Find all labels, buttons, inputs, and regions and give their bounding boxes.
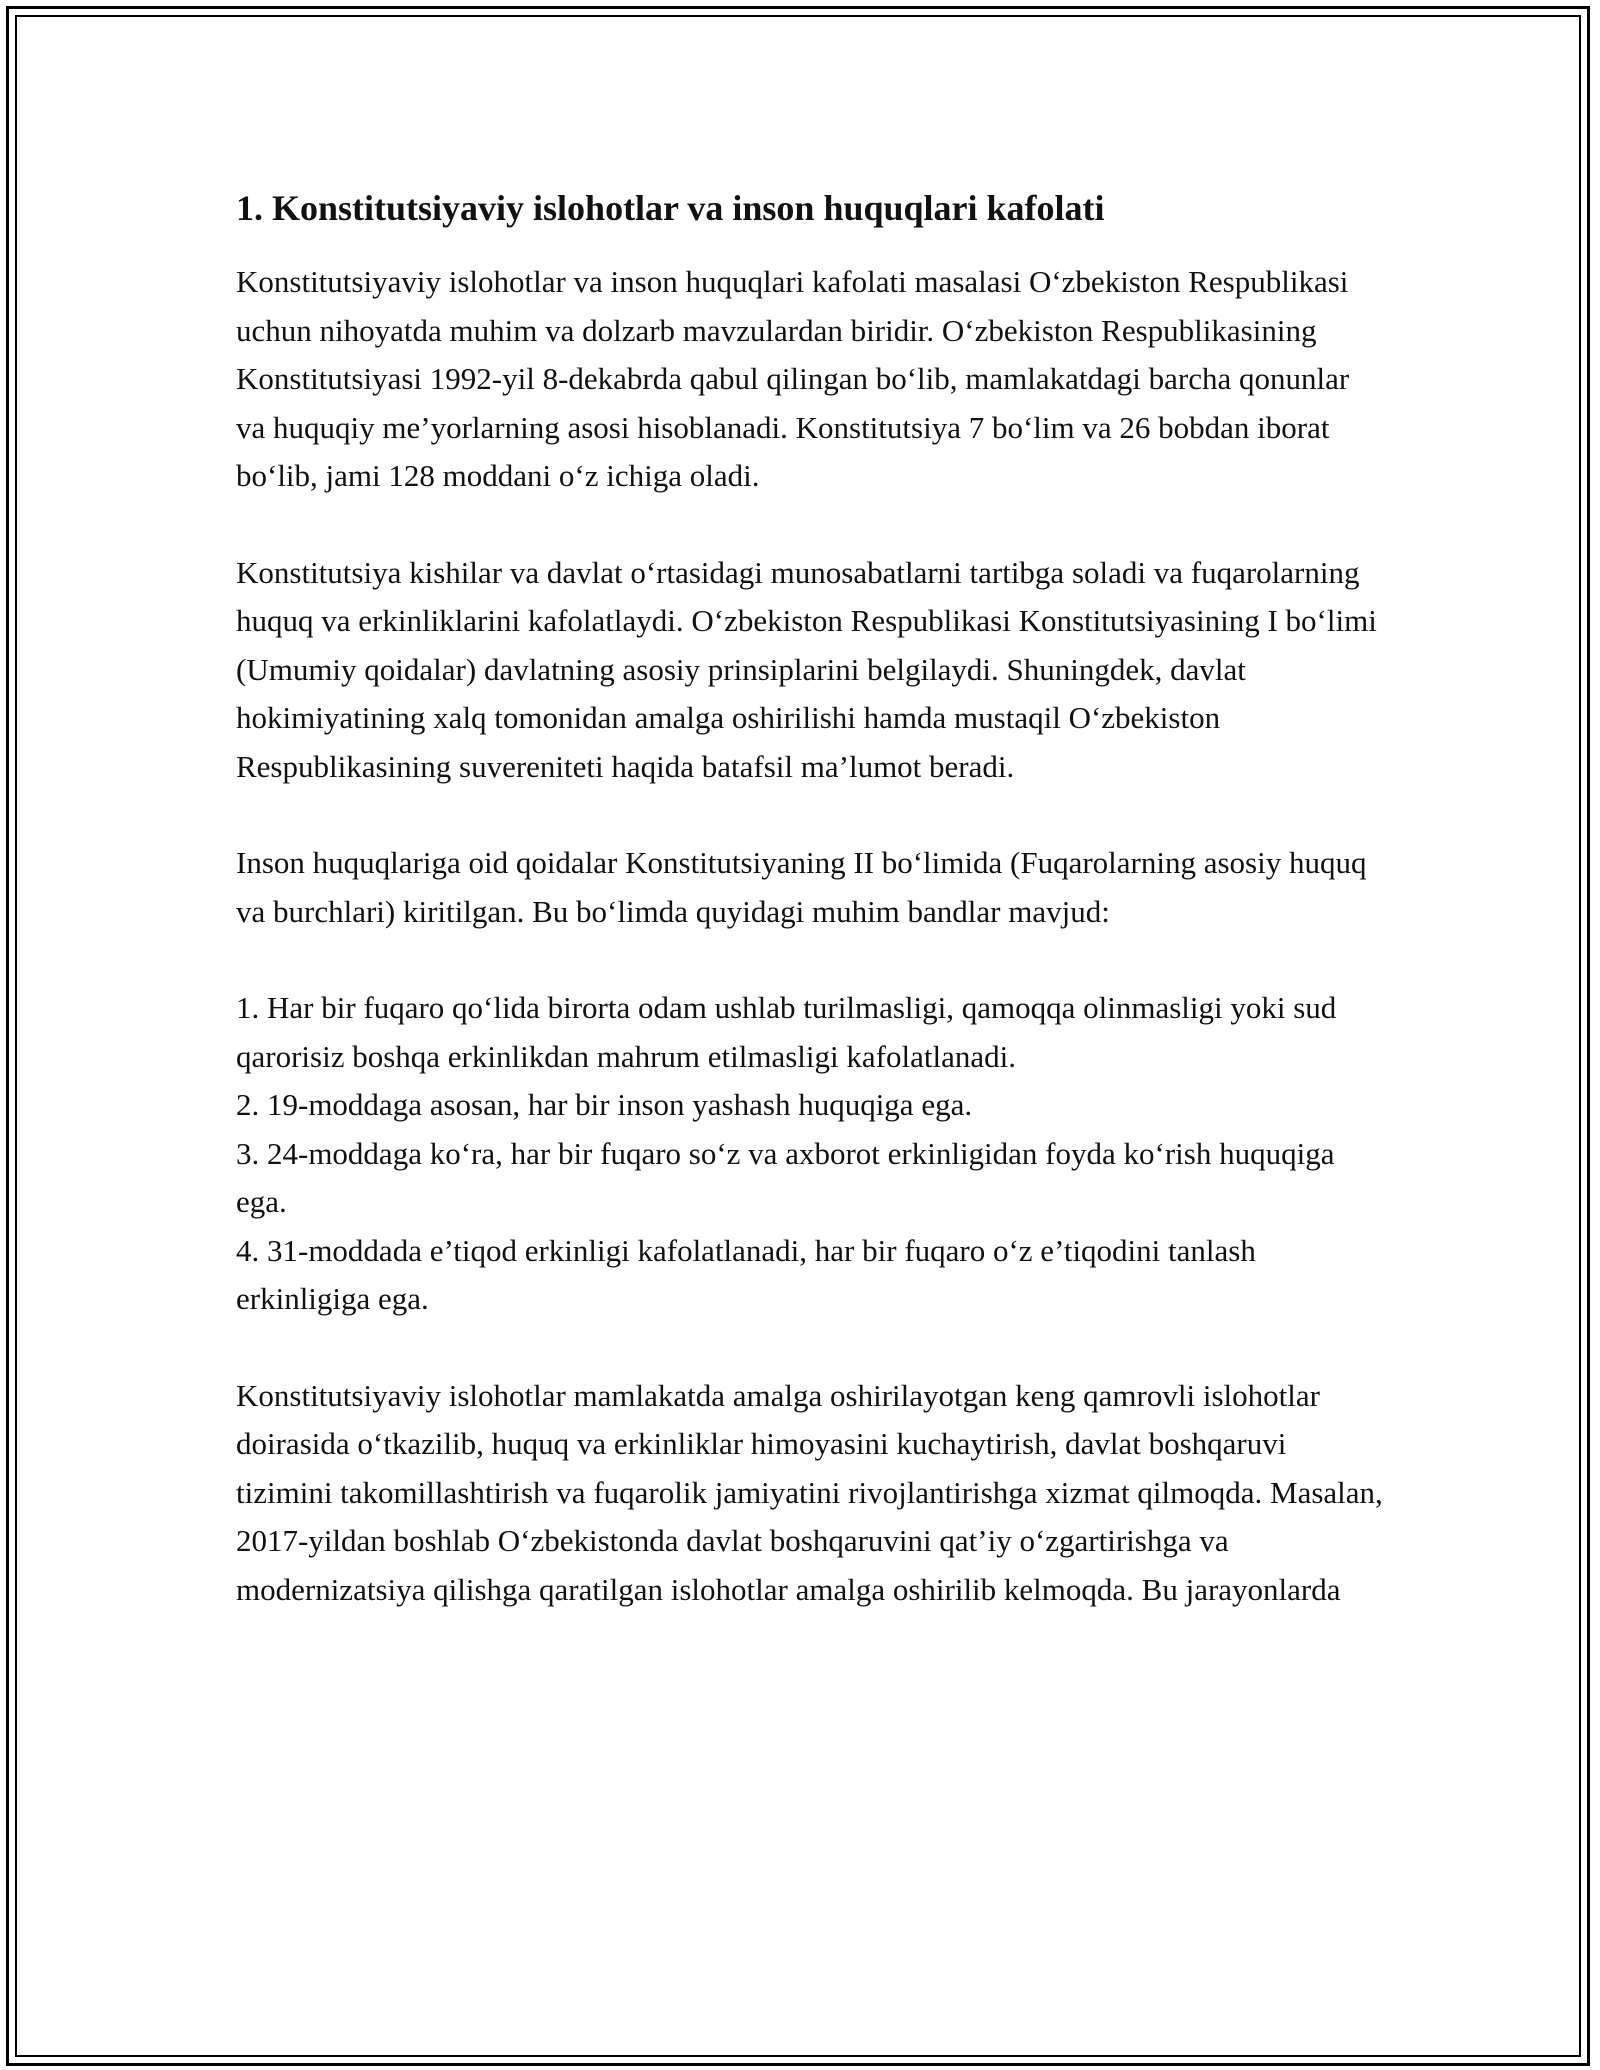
paragraph-4: Konstitutsiyaviy islohotlar mamlakatda amalga oshirilayotgan keng qamrovli islohotlar doirasida o‘tkazilib, huquq va erkinliklar himoyasini kuchaytirish, davlat boshqaruvi tizimini takomillashtirish va fuqarolik jamiyatini rivojlantirishga xizmat qilmoqda. Masalan, 2017-yildan boshlab O‘zbekistonda davlat boshqaruvini qat’iy o‘zgartirishga va modernizatsiya qilishga qaratilgan islohotlar amalga oshirilib kelmoqda. Bu jarayonlarda	[236, 1377, 1383, 1607]
section-heading: 1. Konstitutsiyaviy islohotlar va inson huquqlari kafolati	[236, 188, 1105, 228]
list-item: 1. Har bir fuqaro qo‘lida birorta odam ushlab turilmasligi, qamoqqa olinmasligi yoki sud qarorisiz boshqa erkinlikdan mahrum etilmasligi kafolatlanadi.	[236, 990, 1337, 1074]
paragraph-1: Konstitutsiyaviy islohotlar va inson huquqlari kafolati masalasi O‘zbekiston Respublikasi uchun nihoyatda muhim va dolzarb mavzulardan biridir. O‘zbekiston Respublikasining Konstitutsiyasi 1992-yil 8-dekabrda qabul qilingan bo‘lib, mamlakatdagi barcha qonunlar va huquqiy me’yorlarning asosi hisoblanadi. Konstitutsiya 7 bo‘lim va 26 bobdan iborat bo‘lib, jami 128 moddani o‘z ichiga oladi.	[236, 264, 1350, 493]
list-item: 2. 19-moddaga asosan, har bir inson yashash huquqiga ega.	[236, 1087, 973, 1122]
document-body	[236, 184, 1386, 1662]
paragraph-2: Konstitutsiya kishilar va davlat o‘rtasidagi munosabatlarni tartibga soladi va fuqarolarning huquq va erkinliklarini kafolatlaydi. O‘zbekiston Respublikasi Konstitutsiyasining I bo‘limi (Umumiy qoidalar) davlatning asosiy prinsiplarini belgilaydi. Shuningdek, davlat hokimiyatining xalq tomonidan amalga oshirilishi hamda mustaqil O‘zbekiston Respublikasining suvereniteti haqida batafsil ma’lumot beradi.	[236, 554, 1377, 784]
rights-list	[236, 984, 1386, 1324]
paragraph-3: Inson huquqlariga oid qoidalar Konstitutsiyaning II bo‘limida (Fuqarolarning asosiy huquq va burchlari) kiritilgan. Bu bo‘limda quyidagi muhim bandlar mavjud:	[236, 845, 1367, 929]
list-item: 4. 31-moddada e’tiqod erkinligi kafolatlanadi, har bir fuqaro o‘z e’tiqodini tanlash erkinligiga ega.	[236, 1232, 1256, 1316]
list-item: 3. 24-moddaga ko‘ra, har bir fuqaro so‘z va axborot erkinligidan foyda ko‘rish huquqiga ega.	[236, 1135, 1335, 1219]
